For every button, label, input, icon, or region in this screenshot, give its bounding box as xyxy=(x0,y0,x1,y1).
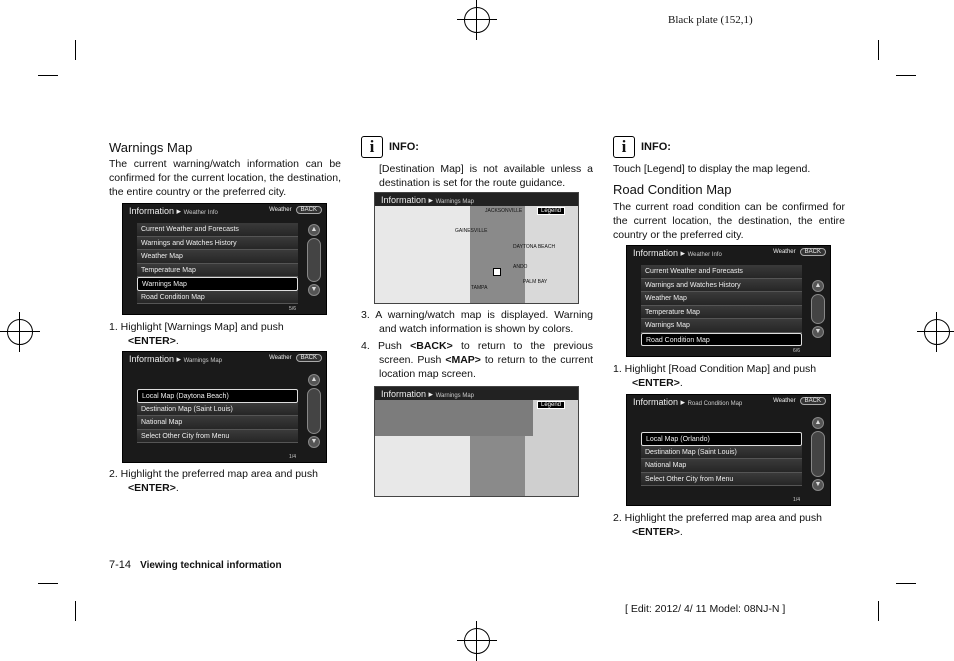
scrollbar[interactable] xyxy=(811,294,825,324)
info-icon: i xyxy=(613,136,635,158)
crop-mark xyxy=(896,75,916,76)
menu-item-selected[interactable]: Warnings Map xyxy=(137,277,298,291)
menu-list xyxy=(641,265,802,346)
city-label: PALM BAY xyxy=(523,279,548,285)
menu-list xyxy=(137,223,298,304)
scroll-up-icon[interactable]: ▲ xyxy=(812,417,824,429)
step-3: 3. A warning/watch map is displayed. Warning and watch information is shown by colors. xyxy=(361,309,593,335)
nav-screen-weather-info xyxy=(626,245,831,357)
back-button[interactable]: BACK xyxy=(800,248,826,256)
screen-title: Information ▸ Weather Info xyxy=(129,206,218,216)
crop-mark xyxy=(38,583,58,584)
info-header: i INFO: xyxy=(361,136,419,158)
screen-title: Information ▸ Weather Info xyxy=(633,248,722,258)
menu-item[interactable]: Warnings and Watches History xyxy=(137,237,298,251)
crop-mark xyxy=(75,40,76,60)
warnings-map-legend-screen xyxy=(374,386,579,497)
intro-paragraph: The current road condition can be confirmed for the current location, the destination, the entire country or the preferred city. xyxy=(613,201,845,241)
page-indicator: 1/4 xyxy=(793,497,800,503)
scroll-up-icon[interactable]: ▲ xyxy=(812,280,824,292)
step-4: 4. Push <BACK> to return to the previous screen. Push <MAP> to return to the current location map screen. xyxy=(361,340,594,380)
back-area: Weather BACK xyxy=(773,397,826,405)
scrollbar[interactable] xyxy=(307,238,321,282)
info-icon: i xyxy=(361,136,383,158)
scrollbar[interactable] xyxy=(811,431,825,477)
legend-button[interactable]: Legend xyxy=(537,401,565,409)
back-button[interactable]: BACK xyxy=(296,206,322,214)
menu-item-selected[interactable]: Road Condition Map xyxy=(641,333,802,347)
crop-mark xyxy=(38,75,58,76)
registration-mark xyxy=(917,312,954,352)
page-indicator: 6/6 xyxy=(793,348,800,354)
menu-item[interactable]: National Map xyxy=(641,459,802,473)
menu-item[interactable]: Destination Map (Saint Louis) xyxy=(137,403,298,417)
city-label: JACKSONVILLE xyxy=(485,208,523,214)
vehicle-icon xyxy=(493,268,501,276)
menu-item[interactable]: National Map xyxy=(137,416,298,430)
city-label: ANDO xyxy=(513,264,528,270)
menu-item[interactable]: Warnings and Watches History xyxy=(641,279,802,293)
step-2: 2. Highlight the preferred map area and push <ENTER>. xyxy=(613,512,822,538)
menu-item[interactable]: Temperature Map xyxy=(641,306,802,320)
scrollbar[interactable] xyxy=(307,388,321,434)
screen-title: Information ▸ Warnings Map xyxy=(381,389,475,399)
page-footer xyxy=(109,559,282,571)
scroll-down-icon[interactable]: ▼ xyxy=(812,479,824,491)
section-heading-road-condition-map: Road Condition Map xyxy=(613,182,732,197)
step-1: 1. Highlight [Warnings Map] and push <ENTER>. xyxy=(109,321,284,347)
legend-panel xyxy=(375,400,533,436)
back-button[interactable]: BACK xyxy=(800,397,826,405)
menu-item-selected[interactable]: Local Map (Daytona Beach) xyxy=(137,389,298,403)
crop-mark xyxy=(75,601,76,621)
scroll-down-icon[interactable]: ▼ xyxy=(308,436,320,448)
menu-item[interactable]: Weather Map xyxy=(641,292,802,306)
intro-paragraph: The current warning/watch information can be confirmed for the current location, the destination, the entire country or the preferred city. xyxy=(109,158,341,198)
info-text: Touch [Legend] to display the map legend. xyxy=(613,163,811,175)
crop-mark xyxy=(896,583,916,584)
section-heading-warnings-map: Warnings Map xyxy=(109,140,193,155)
menu-item[interactable]: Current Weather and Forecasts xyxy=(641,265,802,279)
page-number: 7-14 xyxy=(109,559,132,571)
back-area: Weather BACK xyxy=(269,354,322,362)
screen-title: Information ▸ Road Condition Map xyxy=(633,397,743,407)
warnings-map-screen xyxy=(374,192,579,304)
registration-mark xyxy=(457,621,497,661)
scroll-down-icon[interactable]: ▼ xyxy=(308,284,320,296)
page-indicator: 1/4 xyxy=(289,454,296,460)
back-button[interactable]: BACK xyxy=(296,354,322,362)
crop-mark xyxy=(878,601,879,621)
menu-item[interactable]: Current Weather and Forecasts xyxy=(137,223,298,237)
registration-mark xyxy=(0,312,40,352)
plate-label: Black plate (152,1) xyxy=(668,14,753,26)
menu-item[interactable]: Weather Map xyxy=(137,250,298,264)
page-indicator: 5/6 xyxy=(289,306,296,312)
step-2: 2. Highlight the preferred map area and push <ENTER>. xyxy=(109,468,318,494)
menu-list xyxy=(137,389,298,443)
nav-screen-weather-info xyxy=(122,203,327,315)
city-label: GAINESVILLE xyxy=(455,228,488,234)
scroll-up-icon[interactable]: ▲ xyxy=(308,374,320,386)
legend-button[interactable]: Legend xyxy=(537,207,565,215)
menu-list xyxy=(641,432,802,486)
nav-screen-road-condition-map xyxy=(626,394,831,506)
section-title: Viewing technical information xyxy=(140,560,282,571)
menu-item[interactable]: Warnings Map xyxy=(641,319,802,333)
back-area: Weather BACK xyxy=(773,248,826,256)
edit-info: [ Edit: 2012/ 4/ 11 Model: 08NJ-N ] xyxy=(625,603,786,615)
menu-item[interactable]: Temperature Map xyxy=(137,264,298,278)
step-1: 1. Highlight [Road Condition Map] and push <ENTER>. xyxy=(613,363,817,389)
menu-item[interactable]: Select Other City from Menu xyxy=(641,473,802,487)
menu-item[interactable]: Destination Map (Saint Louis) xyxy=(641,446,802,460)
menu-item[interactable]: Select Other City from Menu xyxy=(137,430,298,444)
city-label: TAMPA xyxy=(471,285,488,291)
back-area: Weather BACK xyxy=(269,206,322,214)
city-label: DAYTONA BEACH xyxy=(513,244,556,250)
menu-item[interactable]: Road Condition Map xyxy=(137,291,298,305)
crop-mark xyxy=(878,40,879,60)
scroll-up-icon[interactable]: ▲ xyxy=(308,224,320,236)
screen-title: Information ▸ Warnings Map xyxy=(129,354,223,364)
nav-screen-warnings-map xyxy=(122,351,327,463)
scroll-down-icon[interactable]: ▼ xyxy=(812,326,824,338)
screen-title: Information ▸ Warnings Map xyxy=(381,195,475,205)
info-text: [Destination Map] is not available unless a destination is set for the route guidance. xyxy=(379,163,593,189)
menu-item-selected[interactable]: Local Map (Orlando) xyxy=(641,432,802,446)
info-header: i INFO: xyxy=(613,136,671,158)
registration-mark xyxy=(457,0,497,40)
